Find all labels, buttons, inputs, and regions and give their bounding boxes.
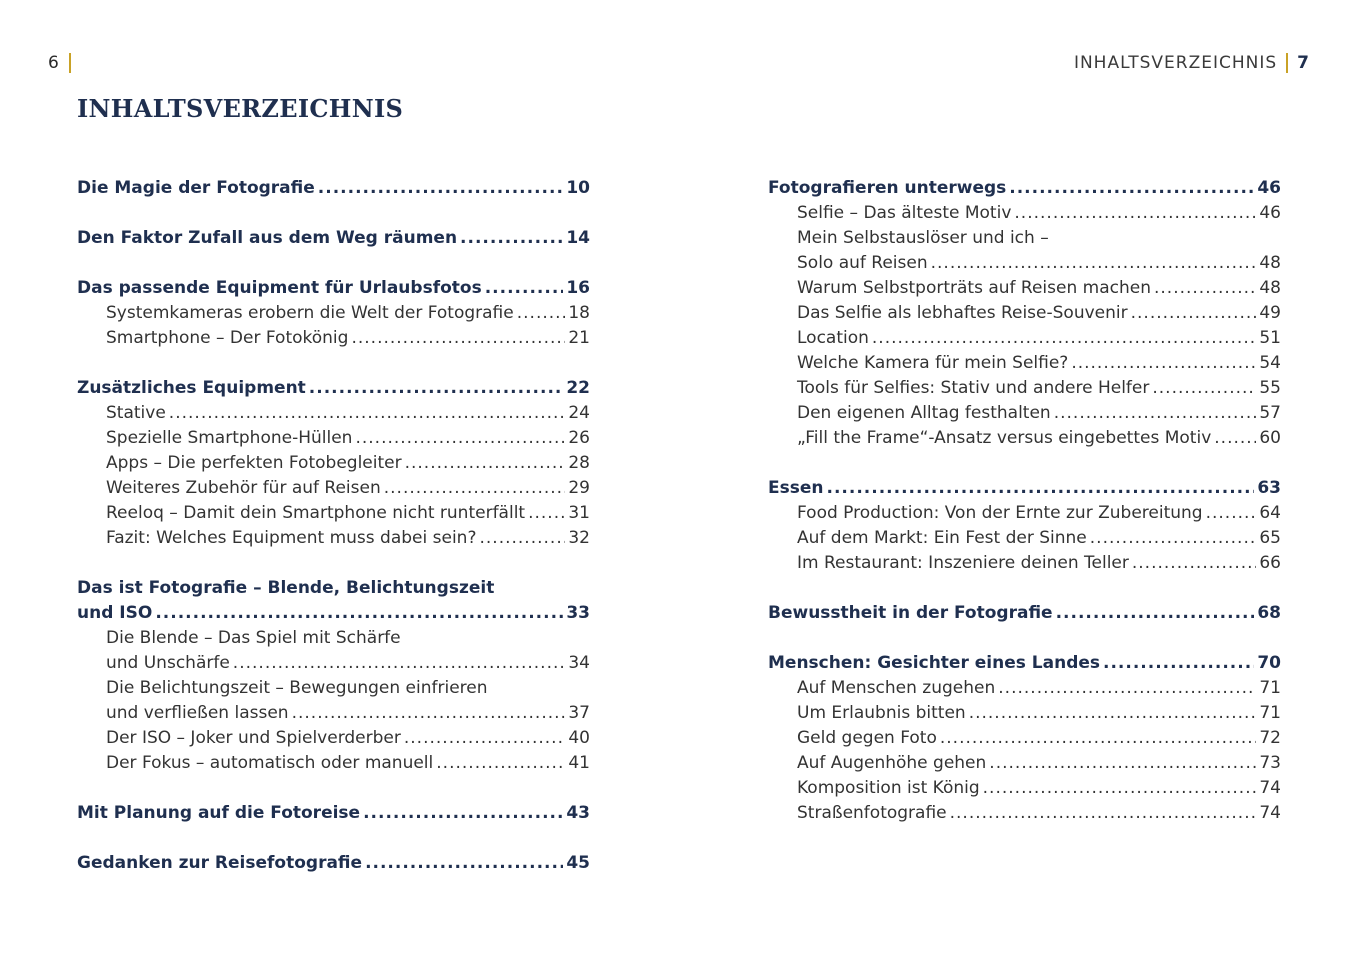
toc-section-entry [768, 726, 1281, 751]
toc-section-entry [77, 651, 590, 676]
right-page-number: 7 [1297, 53, 1310, 73]
toc-dot-leader [479, 526, 565, 551]
toc-section-entry [77, 426, 590, 451]
toc-entry-title: Im Restaurant: Inszeniere deinen Teller [797, 553, 1129, 573]
toc-page-number: 14 [566, 228, 590, 248]
toc-dot-leader [292, 701, 566, 726]
toc-entry-title: Die Blende – Das Spiel mit Schärfe [106, 628, 401, 648]
toc-entry-title: Systemkameras erobern die Welt der Fotografie [106, 303, 514, 323]
folio-divider [1286, 53, 1288, 73]
toc-chapter-entry [77, 226, 590, 251]
toc-section-entry [77, 526, 590, 551]
toc-dot-leader [404, 726, 565, 751]
toc-dot-leader [309, 376, 564, 401]
toc-section-entry [77, 501, 590, 526]
toc-section-entry [768, 301, 1281, 326]
toc-section-entry [768, 501, 1281, 526]
toc-entry-title: Stative [106, 403, 166, 423]
toc-dot-leader [384, 476, 566, 501]
toc-entry-title: Auf Augenhöhe gehen [797, 753, 987, 773]
toc-page-number: 46 [1259, 203, 1281, 223]
toc-entry-title: Gedanken zur Reisefotografie [77, 853, 363, 873]
toc-section-entry [768, 326, 1281, 351]
toc-chapter-entry [77, 576, 590, 601]
left-page-number: 6 [48, 53, 60, 73]
toc-entry-title: Tools für Selfies: Stativ und andere Helfer [797, 378, 1150, 398]
toc-page-number: 26 [568, 428, 590, 448]
toc-page-number: 41 [568, 753, 590, 773]
toc-entry-title: Der Fokus – automatisch oder manuell [106, 753, 434, 773]
toc-dot-leader [1014, 201, 1256, 226]
toc-entry-title: Fotografieren unterwegs [768, 178, 1007, 198]
toc-chapter-entry [77, 801, 590, 826]
toc-section-entry [768, 376, 1281, 401]
toc-page-number: 48 [1259, 278, 1281, 298]
toc-left-column [77, 176, 590, 876]
toc-dot-leader [998, 676, 1256, 701]
toc-page-number: 49 [1259, 303, 1281, 323]
toc-section-entry [768, 776, 1281, 801]
toc-dot-leader [351, 326, 565, 351]
toc-dot-leader [1206, 501, 1257, 526]
toc-section-entry [77, 726, 590, 751]
toc-entry-title: Warum Selbstporträts auf Reisen machen [797, 278, 1151, 298]
toc-entry-title: und Unschärfe [106, 653, 230, 673]
toc-entry-title: Das passende Equipment für Urlaubsfotos [77, 278, 482, 298]
toc-entry-title: Mein Selbstauslöser und ich – [797, 228, 1049, 248]
toc-page-number: 24 [568, 403, 590, 423]
toc-chapter-entry [77, 176, 590, 201]
toc-section-entry [768, 401, 1281, 426]
toc-chapter-entry [768, 476, 1281, 501]
toc-dot-leader [931, 251, 1257, 276]
toc-entry-title: Die Belichtungszeit – Bewegungen einfrieren [106, 678, 488, 698]
toc-entry-title: Den eigenen Alltag festhalten [797, 403, 1051, 423]
toc-page-number: 33 [566, 603, 590, 623]
toc-entry-title: Geld gegen Foto [797, 728, 937, 748]
toc-dot-leader [155, 601, 563, 626]
toc-page-number: 34 [568, 653, 590, 673]
toc-dot-leader [1090, 526, 1257, 551]
toc-entry-title: Welche Kamera für mein Selfie? [797, 353, 1069, 373]
toc-page-number: 54 [1259, 353, 1281, 373]
toc-page-number: 72 [1259, 728, 1281, 748]
toc-dot-leader [1056, 601, 1255, 626]
toc-page-number: 60 [1259, 428, 1281, 448]
toc-page-number: 29 [568, 478, 590, 498]
toc-chapter-entry [77, 276, 590, 301]
toc-section-entry [768, 351, 1281, 376]
toc-page-number: 66 [1259, 553, 1281, 573]
toc-section-entry [768, 701, 1281, 726]
toc-page-number: 10 [566, 178, 590, 198]
toc-chapter-entry [77, 851, 590, 876]
toc-section-entry [77, 451, 590, 476]
toc-dot-leader [969, 701, 1257, 726]
toc-section-entry [768, 676, 1281, 701]
toc-section-entry [77, 751, 590, 776]
toc-entry-title: Der ISO – Joker und Spielverderber [106, 728, 401, 748]
toc-section-entry [77, 326, 590, 351]
toc-chapter-entry [768, 651, 1281, 676]
folio-divider [69, 53, 71, 73]
toc-entry-title: Die Magie der Fotografie [77, 178, 315, 198]
toc-page-number: 28 [568, 453, 590, 473]
toc-right-column [768, 176, 1281, 826]
toc-chapter-entry [768, 176, 1281, 201]
toc-section-entry [768, 551, 1281, 576]
toc-entry-title: Fazit: Welches Equipment muss dabei sein? [106, 528, 477, 548]
toc-entry-title: Menschen: Gesichter eines Landes [768, 653, 1101, 673]
toc-page-number: 73 [1259, 753, 1281, 773]
toc-dot-leader [169, 401, 566, 426]
toc-dot-leader [989, 751, 1256, 776]
toc-entry-title: Komposition ist König [797, 778, 980, 798]
toc-section-entry [768, 226, 1281, 251]
toc-dot-leader [365, 851, 563, 876]
toc-dot-leader [318, 176, 564, 201]
toc-page-number: 74 [1259, 778, 1281, 798]
right-page-folio [1074, 53, 1310, 73]
toc-entry-title: Spezielle Smartphone-Hüllen [106, 428, 353, 448]
toc-dot-leader [485, 276, 564, 301]
toc-page-number: 16 [566, 278, 590, 298]
toc-section-entry [768, 276, 1281, 301]
toc-dot-leader [1103, 651, 1254, 676]
toc-entry-title: Essen [768, 478, 824, 498]
toc-entry-title: Das Selfie als lebhaftes Reise-Souvenir [797, 303, 1128, 323]
toc-dot-leader [233, 651, 566, 676]
toc-entry-title: Bewusstheit in der Fotografie [768, 603, 1053, 623]
toc-dot-leader [1152, 376, 1256, 401]
toc-entry-title: Den Faktor Zufall aus dem Weg räumen [77, 228, 458, 248]
toc-entry-title: und verfließen lassen [106, 703, 289, 723]
toc-entry-title: Mit Planung auf die Fotoreise [77, 803, 361, 823]
toc-section-entry [768, 801, 1281, 826]
toc-entry-title: Das ist Fotografie – Blende, Belichtungszeit [77, 578, 495, 598]
toc-section-entry [77, 701, 590, 726]
toc-dot-leader [826, 476, 1254, 501]
toc-entry-title: und ISO [77, 603, 153, 623]
toc-dot-leader [460, 226, 563, 251]
toc-section-entry [768, 426, 1281, 451]
toc-dot-leader [1009, 176, 1254, 201]
toc-entry-title: Smartphone – Der Fotokönig [106, 328, 349, 348]
toc-page-number: 55 [1259, 378, 1281, 398]
toc-page-number: 68 [1257, 603, 1281, 623]
toc-entry-title: Straßenfotografie [797, 803, 947, 823]
toc-entry-title: Auf Menschen zugehen [797, 678, 996, 698]
toc-entry-title: Apps – Die perfekten Fotobegleiter [106, 453, 402, 473]
toc-dot-leader [872, 326, 1256, 351]
toc-page-number: 43 [566, 803, 590, 823]
toc-dot-leader [405, 451, 566, 476]
toc-dot-leader [528, 501, 565, 526]
toc-page-number: 51 [1259, 328, 1281, 348]
page-title: INHALTSVERZEICHNIS [77, 94, 404, 123]
toc-page-number: 40 [568, 728, 590, 748]
toc-chapter-entry [77, 376, 590, 401]
toc-page-number: 65 [1259, 528, 1281, 548]
toc-page-number: 18 [568, 303, 590, 323]
toc-entry-title: Solo auf Reisen [797, 253, 928, 273]
toc-page-number: 37 [568, 703, 590, 723]
toc-entry-title: Um Erlaubnis bitten [797, 703, 966, 723]
toc-entry-title: Zusätzliches Equipment [77, 378, 306, 398]
toc-entry-title: Weiteres Zubehör für auf Reisen [106, 478, 381, 498]
toc-dot-leader [436, 751, 565, 776]
toc-chapter-entry [768, 601, 1281, 626]
toc-page-number: 46 [1257, 178, 1281, 198]
toc-page-number: 63 [1257, 478, 1281, 498]
running-title: INHALTSVERZEICHNIS [1073, 53, 1278, 73]
toc-dot-leader [1131, 301, 1257, 326]
toc-section-entry [77, 626, 590, 651]
toc-entry-title: Selfie – Das älteste Motiv [797, 203, 1012, 223]
left-page-folio [48, 53, 80, 73]
toc-dot-leader [950, 801, 1257, 826]
toc-dot-leader [1154, 276, 1256, 301]
toc-page-number: 74 [1259, 803, 1281, 823]
toc-section-entry [768, 526, 1281, 551]
toc-dot-leader [363, 801, 563, 826]
toc-entry-title: Location [797, 328, 869, 348]
toc-entry-title: Reeloq – Damit dein Smartphone nicht runterfällt [106, 503, 526, 523]
toc-dot-leader [983, 776, 1257, 801]
toc-section-entry [768, 751, 1281, 776]
toc-page-number: 22 [566, 378, 590, 398]
toc-chapter-entry [77, 601, 590, 626]
toc-dot-leader [940, 726, 1256, 751]
toc-section-entry [77, 476, 590, 501]
toc-page-number: 32 [568, 528, 590, 548]
toc-dot-leader [355, 426, 565, 451]
toc-section-entry [768, 251, 1281, 276]
toc-entry-title: „Fill the Frame“-Ansatz versus eingebettes Motiv [797, 428, 1212, 448]
toc-section-entry [768, 201, 1281, 226]
toc-section-entry [77, 301, 590, 326]
toc-page-number: 64 [1259, 503, 1281, 523]
toc-section-entry [77, 676, 590, 701]
toc-dot-leader [1054, 401, 1257, 426]
toc-dot-leader [1071, 351, 1256, 376]
toc-page-number: 71 [1259, 678, 1281, 698]
toc-page-number: 21 [568, 328, 590, 348]
toc-page-number: 45 [566, 853, 590, 873]
toc-page-number: 31 [568, 503, 590, 523]
toc-section-entry [77, 401, 590, 426]
toc-page-number: 71 [1259, 703, 1281, 723]
toc-page-number: 57 [1259, 403, 1281, 423]
toc-dot-leader [517, 301, 566, 326]
toc-dot-leader [1214, 426, 1256, 451]
toc-entry-title: Auf dem Markt: Ein Fest der Sinne [797, 528, 1087, 548]
toc-page-number: 48 [1259, 253, 1281, 273]
toc-dot-leader [1132, 551, 1256, 576]
toc-page-number: 70 [1257, 653, 1281, 673]
toc-entry-title: Food Production: Von der Ernte zur Zubereitung [797, 503, 1203, 523]
